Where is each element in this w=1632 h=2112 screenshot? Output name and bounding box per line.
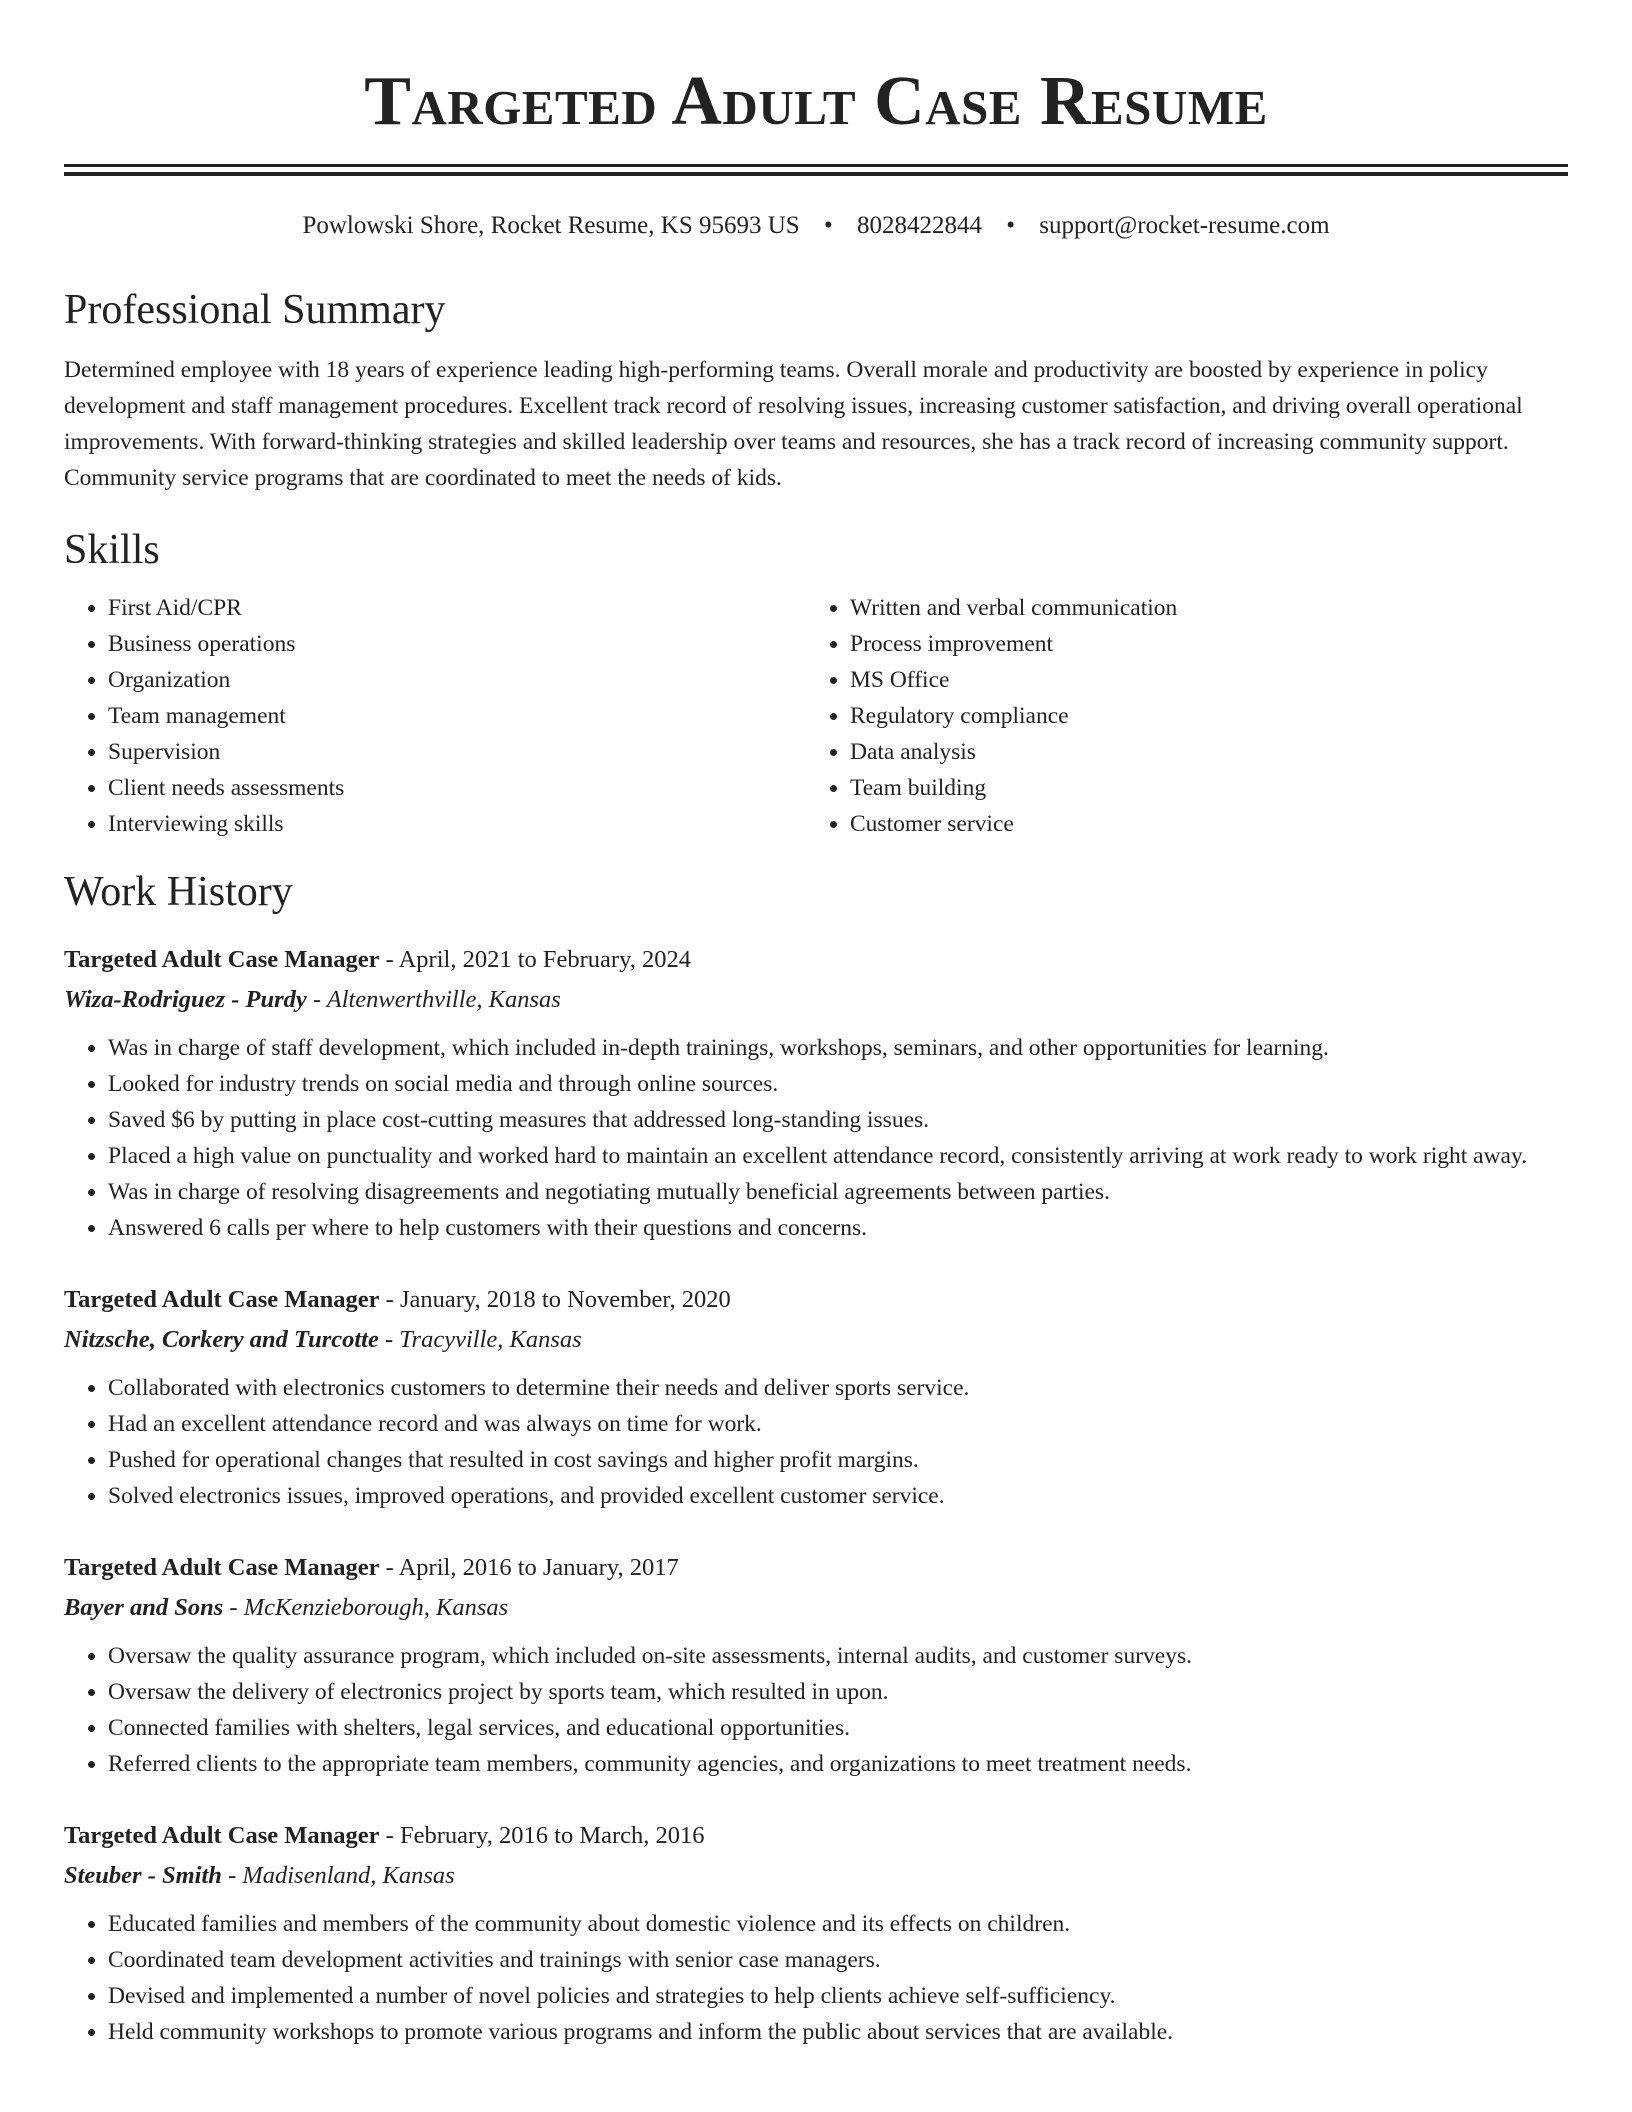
- job-bullet: • Coordinated team development activities and trainings with senior case managers.: [108, 1942, 1568, 1978]
- job-title-line: [64, 1548, 1568, 1588]
- job-location: - Madisenland, Kansas: [221, 1862, 455, 1889]
- skills-list: [64, 590, 1568, 842]
- job-entry: [64, 1548, 1568, 1782]
- job-bullet: • Solved electronics issues, improved operations, and provided excellent customer service.: [108, 1478, 1568, 1514]
- skills-column-right: [806, 590, 1548, 842]
- job-company-line: [64, 1320, 1568, 1360]
- job-bullet: • Had an excellent attendance record and was always on time for work.: [108, 1406, 1568, 1442]
- job-title: Targeted Adult Case Manager: [64, 1286, 380, 1313]
- title-divider-bottom: [64, 172, 1568, 176]
- resume-page: [64, 0, 1568, 2050]
- skills-column-left: [64, 590, 806, 842]
- contact-separator: •: [1006, 212, 1015, 239]
- job-bullet: • Held community workshops to promote various programs and inform the public about services that are available.: [108, 2014, 1568, 2050]
- job-company: Wiza-Rodriguez - Purdy: [64, 986, 307, 1013]
- job-bullet: • Placed a high value on punctuality and worked hard to maintain an excellent attendance record, consistently arriving at work ready to work right away.: [108, 1138, 1568, 1174]
- contact-separator: •: [823, 212, 833, 239]
- skill-item: • MS Office: [850, 662, 1548, 698]
- job-bullet: • Connected families with shelters, legal services, and educational opportunities.: [108, 1710, 1568, 1746]
- job-bullet: • Was in charge of resolving disagreements and negotiating mutually beneficial agreements between parties.: [108, 1174, 1568, 1210]
- contact-line: [64, 210, 1568, 242]
- contact-address: Powlowski Shore, Rocket Resume, KS 95693 US: [302, 212, 800, 239]
- summary-heading: Professional Summary: [64, 287, 446, 333]
- job-company-line: [64, 980, 1568, 1020]
- job-dates: - January, 2018 to November, 2020: [379, 1286, 731, 1313]
- job-title-line: [64, 1816, 1568, 1856]
- job-title: Targeted Adult Case Manager: [64, 1554, 380, 1581]
- skill-item: • Supervision: [108, 734, 806, 770]
- skill-item: • Organization: [108, 662, 806, 698]
- contact-phone: 8028422844: [856, 212, 982, 239]
- job-bullets: [64, 1906, 1568, 2050]
- job-bullet: • Was in charge of staff development, which included in-depth trainings, workshops, seminars, and other opportunities for learning.: [108, 1030, 1568, 1066]
- job-bullet: • Oversaw the delivery of electronics project by sports team, which resulted in upon.: [108, 1674, 1568, 1710]
- job-title: Targeted Adult Case Manager: [64, 946, 380, 973]
- job-location: - Tracyville, Kansas: [378, 1326, 582, 1353]
- skill-item: • Client needs assessments: [108, 770, 806, 806]
- job-title-line: [64, 1280, 1568, 1320]
- contact-email: support@rocket-resume.com: [1039, 212, 1330, 239]
- job-dates: - February, 2016 to March, 2016: [379, 1822, 705, 1849]
- job-entry: [64, 1280, 1568, 1514]
- job-bullet: • Answered 6 calls per where to help customers with their questions and concerns.: [108, 1210, 1568, 1246]
- skill-item: • Team building: [850, 770, 1548, 806]
- job-bullet: • Looked for industry trends on social media and through online sources.: [108, 1066, 1568, 1102]
- job-company-line: [64, 1588, 1568, 1628]
- work-history-heading: Work History: [64, 869, 293, 915]
- skill-item: • Business operations: [108, 626, 806, 662]
- skills-heading: Skills: [64, 527, 160, 573]
- job-bullet: • Pushed for operational changes that resulted in cost savings and higher profit margins.: [108, 1442, 1568, 1478]
- resume-title: Targeted Adult Case Resume: [364, 63, 1268, 140]
- job-bullets: [64, 1030, 1568, 1246]
- job-entry: [64, 1816, 1568, 2050]
- skill-item: • Team management: [108, 698, 806, 734]
- job-bullet: • Devised and implemented a number of novel policies and strategies to help clients achieve self-sufficiency.: [108, 1978, 1568, 2014]
- skill-item: • First Aid/CPR: [108, 590, 806, 626]
- job-location: - McKenzieborough, Kansas: [223, 1594, 509, 1621]
- title-divider-top: [64, 164, 1568, 167]
- job-bullets: [64, 1638, 1568, 1782]
- job-entry: [64, 940, 1568, 1246]
- skill-item: • Data analysis: [850, 734, 1548, 770]
- job-company: Bayer and Sons: [64, 1594, 224, 1621]
- job-bullets: [64, 1370, 1568, 1514]
- job-bullet: • Referred clients to the appropriate team members, community agencies, and organizations to meet treatment needs.: [108, 1746, 1568, 1782]
- job-dates: - April, 2016 to January, 2017: [379, 1554, 679, 1581]
- job-bullet: • Saved $6 by putting in place cost-cutting measures that addressed long-standing issues.: [108, 1102, 1568, 1138]
- skill-item: • Customer service: [850, 806, 1548, 842]
- skill-item: • Process improvement: [850, 626, 1548, 662]
- job-bullet: • Educated families and members of the community about domestic violence and its effects on children.: [108, 1906, 1568, 1942]
- job-bullet: • Collaborated with electronics customers to determine their needs and deliver sports service.: [108, 1370, 1568, 1406]
- job-company-line: [64, 1856, 1568, 1896]
- job-title-line: [64, 940, 1568, 980]
- job-title: Targeted Adult Case Manager: [64, 1822, 380, 1849]
- job-company: Steuber - Smith: [64, 1862, 222, 1889]
- job-location: - Altenwerthville, Kansas: [306, 986, 561, 1013]
- job-dates: - April, 2021 to February, 2024: [379, 946, 691, 973]
- job-company: Nitzsche, Corkery and Turcotte: [64, 1326, 379, 1353]
- skill-item: • Interviewing skills: [108, 806, 806, 842]
- job-bullet: • Oversaw the quality assurance program, which included on-site assessments, internal audits, and customer surveys.: [108, 1638, 1568, 1674]
- summary-text: Determined employee with 18 years of experience leading high-performing teams. Overall morale and productivity are boosted by experience in policy development and staff management procedures. Excellent track record of resolving issues, increasing customer satisfaction, and driving overall operational improvements. With forward-thinking strategies and skilled leadership over teams and resources, she has a track record of increasing community support. Community service programs that are coordinated to meet the needs of kids.: [64, 357, 1523, 491]
- skill-item: • Written and verbal communication: [850, 590, 1548, 626]
- skill-item: • Regulatory compliance: [850, 698, 1548, 734]
